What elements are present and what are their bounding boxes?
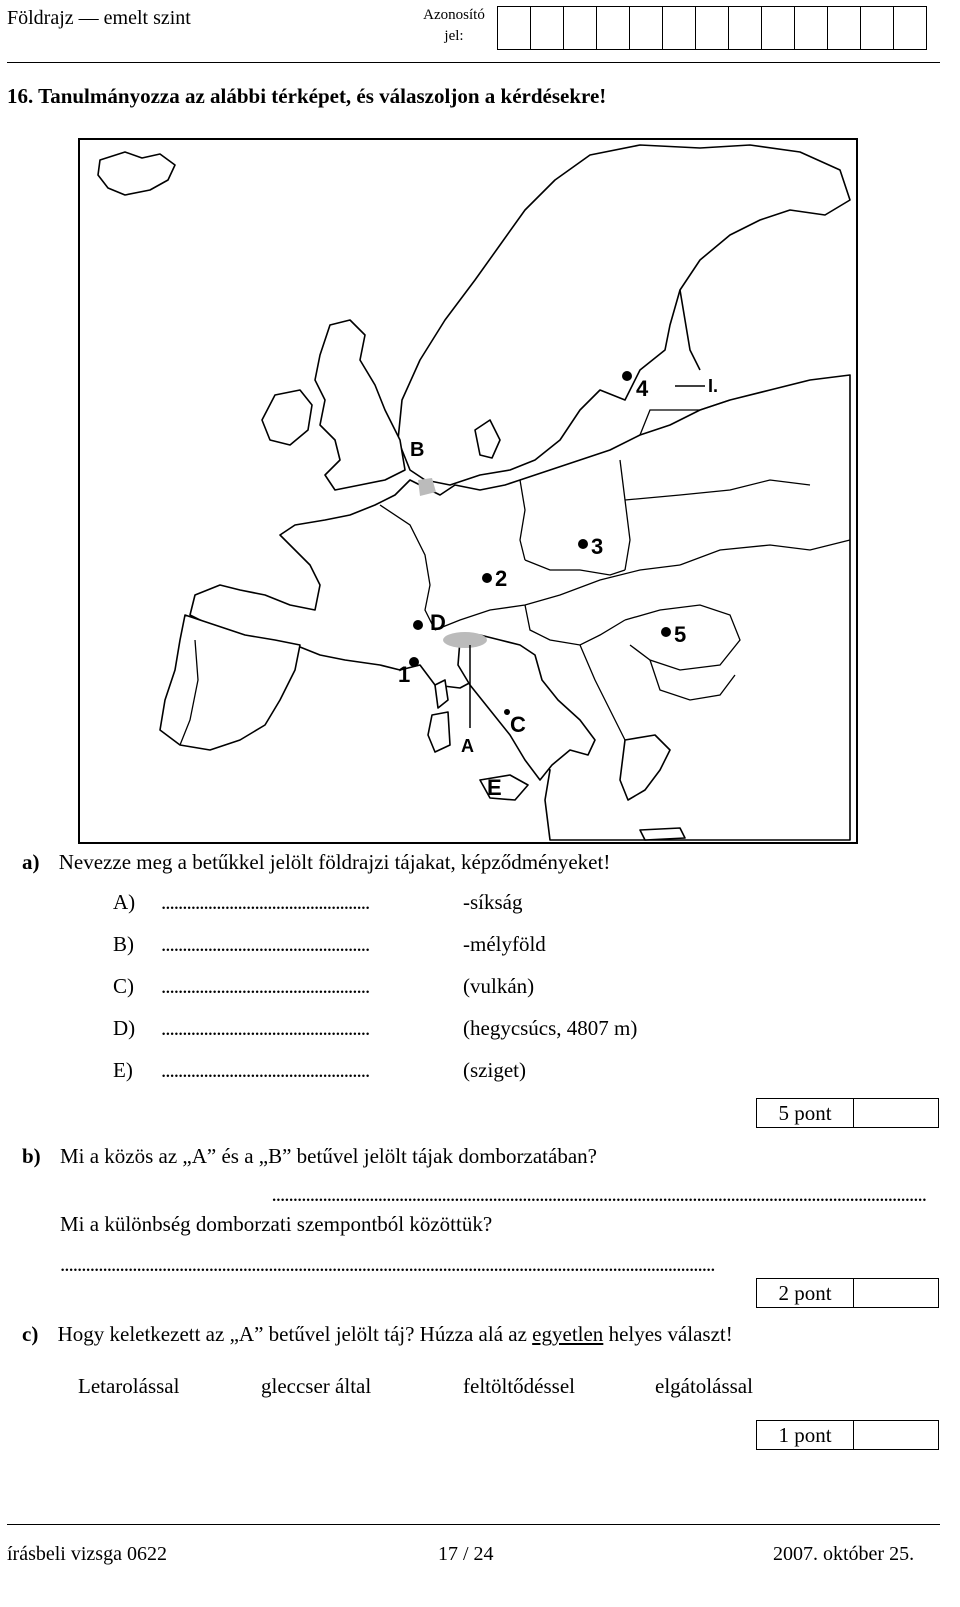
score-box-c: [756, 1420, 939, 1450]
answer-suffix: -síkság: [463, 890, 523, 914]
marker-label-3: 3: [591, 534, 604, 559]
marker-label-i: I.: [708, 376, 719, 396]
part-c-label: c): [22, 1322, 39, 1346]
part-a-label: a): [22, 850, 40, 874]
great-britain-shape: [315, 320, 405, 490]
answer-row-c: [113, 974, 534, 999]
choice-option[interactable]: feltöltődéssel: [463, 1374, 575, 1398]
id-box[interactable]: [629, 6, 663, 50]
answer-suffix: (sziget): [463, 1058, 526, 1082]
score-field[interactable]: [854, 1279, 938, 1307]
id-box[interactable]: [563, 6, 597, 50]
answer-suffix: -mélyföld: [463, 932, 546, 956]
marker-dot-4: [622, 371, 632, 381]
answer-suffix: (hegycsúcs, 4807 m): [463, 1016, 638, 1040]
id-box[interactable]: [893, 6, 927, 50]
answer-blank[interactable]: .................................................: [161, 1058, 370, 1082]
part-c-text-before: Hogy keletkezett az „A” betűvel jelölt táj? Húzza alá az: [57, 1322, 533, 1346]
answer-line-b2[interactable]: ..........................................................................................................................................................: [60, 1252, 715, 1276]
answer-label: E): [113, 1058, 133, 1082]
ireland-shape: [262, 390, 312, 445]
answer-row-a: [113, 890, 523, 915]
part-b-label: b): [22, 1144, 41, 1168]
footer-left: írásbeli vizsga 0622: [7, 1543, 167, 1565]
iceland-shape: [98, 152, 175, 195]
id-box[interactable]: [728, 6, 762, 50]
corsica-shape: [435, 680, 448, 708]
answer-blank[interactable]: .................................................: [161, 974, 370, 998]
marker-label-4: 4: [636, 376, 649, 401]
page-header-title: Földrajz — emelt szint: [7, 7, 191, 29]
marker-label-2: 2: [495, 566, 508, 591]
answer-blank[interactable]: .................................................: [161, 932, 370, 956]
marker-dot-2: [482, 573, 492, 583]
question-title: 16. Tanulmányozza az alábbi térképet, és válaszoljon a kérdésekre!: [7, 84, 607, 108]
marker-dot-3: [578, 539, 588, 549]
score-box-b: [756, 1278, 939, 1308]
part-b-question: [22, 1144, 597, 1169]
sardinia-shape: [428, 712, 450, 752]
choice-option[interactable]: elgátolással: [655, 1374, 753, 1398]
marker-label-a: A: [461, 736, 474, 756]
answer-row-e: [113, 1058, 526, 1083]
answer-label: B): [113, 932, 134, 956]
europe-map: [78, 138, 858, 844]
score-points: 1 pont: [757, 1421, 854, 1449]
id-box[interactable]: [761, 6, 795, 50]
finland-border: [680, 290, 700, 370]
id-box[interactable]: [695, 6, 729, 50]
marker-dot-1: [409, 657, 419, 667]
marker-dot-d: [413, 620, 423, 630]
part-c-text-underlined: egyetlen: [532, 1322, 604, 1346]
id-box[interactable]: [662, 6, 696, 50]
answer-row-d: [113, 1016, 637, 1041]
part-c-question: [22, 1322, 733, 1347]
score-field[interactable]: [854, 1099, 938, 1127]
score-points: 5 pont: [757, 1099, 854, 1127]
marker-label-d: D: [430, 610, 446, 635]
score-box-a: [756, 1098, 939, 1128]
part-a-question: [22, 850, 610, 875]
answer-label: D): [113, 1016, 136, 1040]
footer-date: 2007. október 25.: [773, 1543, 915, 1565]
footer-page-number: 17 / 24: [438, 1543, 494, 1565]
answer-label: A): [113, 890, 136, 914]
answer-blank[interactable]: .................................................: [161, 890, 370, 914]
part-a-text: Nevezze meg a betűkkel jelölt földrajzi tájakat, képződményeket!: [58, 850, 611, 874]
answer-blank[interactable]: .................................................: [161, 1016, 370, 1040]
id-label: Azonosító jel:: [423, 7, 485, 44]
marker-label-1: 1: [398, 662, 411, 687]
id-box[interactable]: [497, 6, 531, 50]
id-box[interactable]: [794, 6, 828, 50]
score-field[interactable]: [854, 1421, 938, 1449]
id-box[interactable]: [827, 6, 861, 50]
marker-dot-5: [661, 627, 671, 637]
crete-shape: [640, 828, 685, 840]
choice-option[interactable]: gleccser által: [261, 1374, 372, 1398]
marker-label-5: 5: [674, 622, 687, 647]
answer-row-b: [113, 932, 546, 957]
marker-label-b: B: [410, 439, 425, 461]
answer-label: C): [113, 974, 134, 998]
part-c-text-after: helyes választ!: [603, 1322, 733, 1346]
footer-divider: [7, 1524, 940, 1525]
marker-label-e: E: [487, 775, 502, 800]
id-box[interactable]: [596, 6, 630, 50]
europe-map-drawing: [80, 140, 856, 842]
header-divider: [7, 62, 940, 63]
choice-option[interactable]: Letarolással: [78, 1374, 180, 1398]
po-plain-area: [443, 632, 487, 648]
score-points: 2 pont: [757, 1279, 854, 1307]
id-boxes: [498, 6, 927, 50]
part-b-text-1: Mi a közös az „A” és a „B” betűvel jelölt tájak domborzatában?: [59, 1144, 597, 1168]
answer-line-b1[interactable]: ..........................................................................................................................................................: [271, 1182, 926, 1206]
marker-label-c: C: [510, 712, 526, 737]
part-b-text-2: Mi a különbség domborzati szempontból közöttük?: [60, 1212, 493, 1236]
id-box[interactable]: [860, 6, 894, 50]
id-box[interactable]: [530, 6, 564, 50]
answer-suffix: (vulkán): [463, 974, 535, 998]
